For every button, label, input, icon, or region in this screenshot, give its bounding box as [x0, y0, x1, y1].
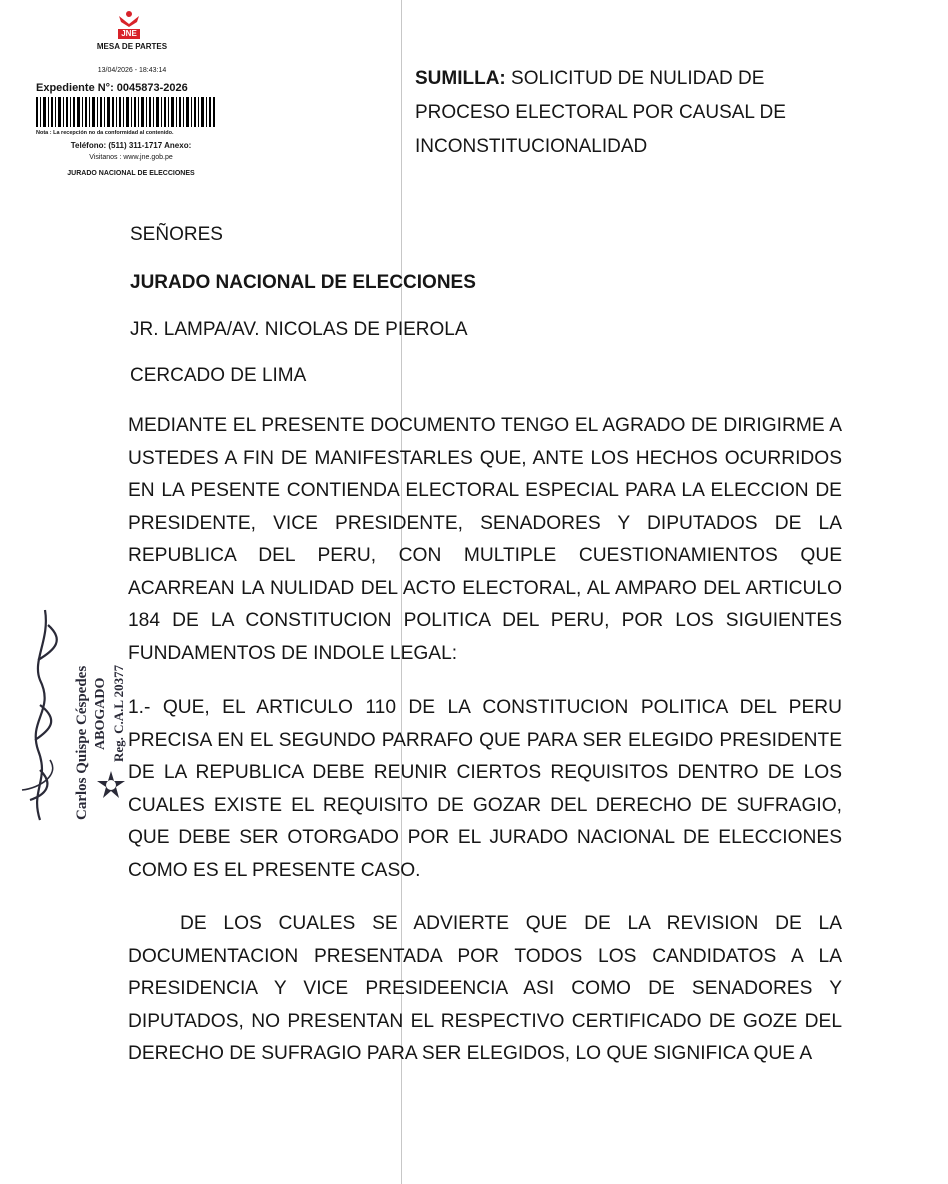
barcode — [36, 97, 216, 127]
stamp-datetime: 13/04/2026 - 18:43:14 — [97, 67, 167, 74]
salutation: SEÑORES — [130, 224, 223, 245]
jne-logo-icon — [115, 10, 143, 40]
lawyer-stamp — [10, 590, 130, 830]
stamp-note: Nota : La recepción no da conformidad al contenido. — [36, 130, 174, 136]
stamp-organization: JURADO NACIONAL DE ELECCIONES — [67, 170, 195, 177]
stamp-website: Visitanos : www.jne.gob.pe — [89, 154, 173, 161]
lawyer-registry: Reg. C.A.L 20377 — [111, 664, 126, 762]
intro-paragraph: MEDIANTE EL PRESENTE DOCUMENTO TENGO EL AGRADO DE DIRIGIRME A USTEDES A FIN DE MANIFESTARLES QUE, ANTE LOS HECHOS OCURRIDOS EN LA PESENTE CONTIENDA ELECTORAL ESPECIAL PARA LA ELECCION DE PRESIDENTE, VICE PRESIDENTE, SENADORES Y DIPUTADOS DE LA REPUBLICA DEL PERU, CON MULTIPLE CUESTIONAMIENTOS QUE ACARREAN LA NULIDAD DEL ACTO ELECTORAL, AL AMPARO DEL ARTICULO 184 DE LA CONSTITUCION POLITICA DEL PERU, POR LOS SIGUIENTES FUNDAMENTOS DE INDOLE LEGAL: — [128, 415, 842, 664]
logo-text: JNE — [121, 29, 137, 38]
sumilla-text: SOLICITUD DE NULIDAD DE PROCESO ELECTORAL POR CAUSAL DE INCONSTITUCIONALIDAD — [415, 68, 786, 157]
sumilla-label: SUMILLA: — [415, 68, 506, 89]
stamp-phone: Teléfono: (511) 311-1717 Anexo: — [70, 141, 192, 150]
star-seal-icon — [96, 770, 126, 800]
stamp-office: MESA DE PARTES — [96, 42, 168, 51]
sumilla — [415, 62, 855, 164]
lawyer-title: ABOGADO — [93, 677, 108, 750]
addressee-address: JR. LAMPA/AV. NICOLAS DE PIEROLA — [130, 319, 468, 340]
addressee-city: CERCADO DE LIMA — [130, 365, 307, 386]
point-2-paragraph: DE LOS CUALES SE ADVIERTE QUE DE LA REVISION DE LA DOCUMENTACION PRESENTADA POR TODOS LOS CANDIDATOS A LA PRESIDENCIA Y VICE PRESIDEENCIA ASI COMO DE SENADORES Y DIPUTADOS, NO PRESENTAN EL RESPECTIVO CERTIFICADO DE GOZE DEL DERECHO DE SUFRAGIO PARA SER ELEGIDOS, LO QUE SIGNIFICA QUE A — [128, 913, 842, 1064]
stamp-expediente: Expediente N°: 0045873-2026 — [36, 82, 188, 94]
lawyer-name: Carlos Quispe Céspedes — [74, 665, 90, 820]
point-1-paragraph: 1.- QUE, EL ARTICULO 110 DE LA CONSTITUCION POLITICA DEL PERU PRECISA EN EL SEGUNDO PARRAFO QUE PARA SER ELEGIDO PRESIDENTE DE LA REPUBLICA DEBE REUNIR CIERTOS REQUISITOS DENTRO DE LOS CUALES EXISTE EL REQUISITO DE GOZAR DEL DERECHO DE SUFRAGIO, QUE DEBE SER OTORGADO POR EL JURADO NACIONAL DE ELECCIONES COMO ES EL PRESENTE CASO. — [128, 697, 842, 881]
addressee-entity: JURADO NACIONAL DE ELECCIONES — [130, 272, 476, 293]
